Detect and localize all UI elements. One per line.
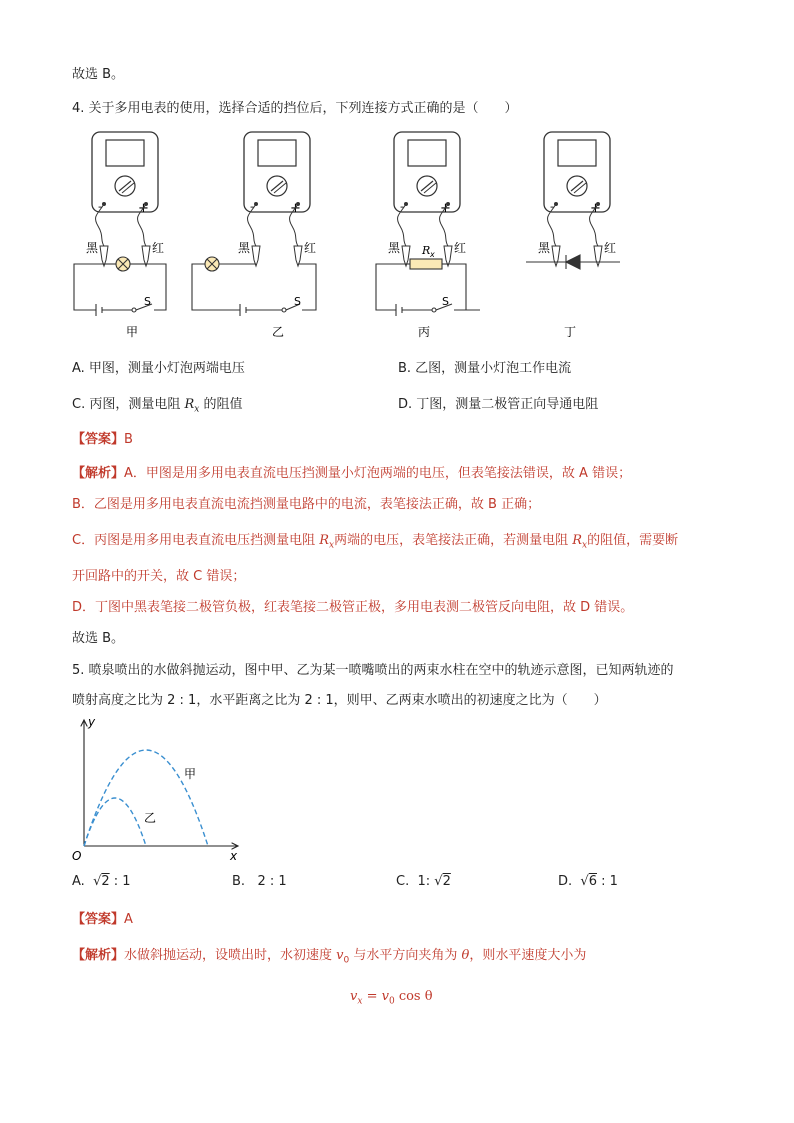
q4-analysis-b: B．乙图是用多用电表直流电流挡测量电路中的电流，表笔接法正确，故 B 正确； (72, 497, 541, 512)
option-b-value: 2 : 1 (257, 874, 287, 889)
radicand: 2 (101, 874, 110, 889)
q4-option-a: A. 甲图，测量小灯泡两端电压 (72, 361, 245, 376)
analysis-label: 【解析】 (72, 466, 125, 481)
q4-option-c (72, 396, 243, 419)
prev-conclusion: 故选 B。 (72, 67, 125, 82)
q4-analysis-a (72, 465, 631, 483)
answer-label: 【答案】 (72, 912, 125, 927)
formula-v0: = v (362, 989, 389, 1004)
q4-circuit-figure (60, 128, 660, 339)
analysis-text-a: 水做斜抛运动，设喷出时，水初速度 (124, 948, 337, 963)
caption-yi: 乙 (272, 325, 285, 339)
y-axis-label: y (88, 715, 96, 729)
q5-formula (350, 988, 433, 1011)
black-label: 黑 (238, 241, 251, 255)
trajectory-jia (84, 750, 208, 846)
q5-answer (72, 911, 133, 929)
answer-value: A (124, 912, 133, 927)
circuit-jia (74, 257, 166, 316)
q4-analysis-c (72, 532, 678, 555)
red-label: 红 (604, 241, 617, 255)
rx-subscript: x (582, 540, 588, 551)
analysis-c-text1: C．丙图是用多用电表直流电压挡测量电阻 (72, 533, 320, 548)
minus-label: - (400, 200, 404, 213)
q5-option-b (232, 873, 287, 891)
rx-subscript: x (329, 540, 335, 551)
plus-label: + (138, 201, 149, 216)
minus-label: - (98, 200, 102, 213)
q5-option-d (558, 873, 618, 891)
analysis-c-text3: 的阻值，需要断 (587, 533, 679, 548)
q4-analysis-d: D．丁图中黑表笔接二极管负极，红表笔接二极管正极，多用电表测二极管反向电阻，故 D 错误。 (72, 600, 634, 615)
q4-option-d: D. 丁图，测量二极管正向导通电阻 (398, 397, 599, 412)
black-label: 黑 (388, 241, 401, 255)
trajectory-yi (84, 798, 146, 846)
option-a-label: A. (72, 874, 85, 889)
q4-conclusion: 故选 B。 (72, 631, 125, 646)
radicand: 6 (588, 874, 597, 889)
q5-option-a (72, 873, 131, 891)
minus-label: - (550, 200, 554, 213)
circuit-ding (526, 255, 620, 269)
q4-option-c-pre: C. 丙图，测量电阻 (72, 397, 185, 412)
red-label: 红 (304, 241, 317, 255)
black-label: 黑 (538, 241, 551, 255)
red-label: 红 (454, 241, 467, 255)
circuit-bing (376, 259, 480, 316)
q4-answer (72, 431, 133, 449)
rx-subscript: x (194, 404, 200, 415)
option-c-pre: 1: √ (417, 874, 443, 889)
switch-label: S (144, 295, 151, 308)
caption-ding: 丁 (564, 325, 577, 339)
q4-option-b: B. 乙图，测量小灯泡工作电流 (398, 361, 572, 376)
q5-analysis (72, 947, 586, 970)
plus-label: + (590, 201, 601, 216)
theta-symbol: θ (461, 948, 470, 963)
option-a-post: : 1 (109, 874, 131, 889)
q5-stem-line1: 5. 喷泉喷出的水做斜抛运动，图中甲、乙为某一喷嘴喷出的两束水柱在空中的轨迹示意图，已知两轨迹的 (72, 663, 674, 678)
switch-label: S (294, 295, 301, 308)
caption-bing: 丙 (418, 325, 431, 339)
rx-sub-label: x (430, 250, 435, 259)
rx-symbol: R (572, 533, 583, 548)
answer-value: B (124, 432, 133, 447)
label-yi: 乙 (144, 811, 157, 825)
switch-label: S (442, 295, 449, 308)
analysis-a-text: A．甲图是用多用电表直流电压挡测量小灯泡两端的电压，但表笔接法错误，故 A 错误； (124, 466, 632, 481)
rx-symbol: R (184, 397, 195, 412)
q4-stem: 4. 关于多用电表的使用，选择合适的挡位后，下列连接方式正确的是（ ） (72, 101, 518, 116)
caption-jia: 甲 (126, 325, 139, 339)
formula-tail: cos θ (394, 989, 433, 1004)
label-jia: 甲 (184, 767, 197, 781)
radicand: 2 (442, 874, 451, 889)
option-c-label: C. (396, 874, 410, 889)
v0-subscript: 0 (343, 955, 350, 966)
analysis-label: 【解析】 (72, 948, 125, 963)
option-b-label: B. (232, 874, 246, 889)
answer-label: 【答案】 (72, 432, 125, 447)
formula-v0-sub: 0 (388, 996, 395, 1007)
sqrt-symbol: √ (580, 874, 589, 889)
analysis-text-b: 与水平方向夹角为 (349, 948, 462, 963)
minus-label: - (250, 200, 254, 213)
analysis-text-c: ，则水平速度大小为 (469, 948, 587, 963)
origin-label: O (72, 849, 82, 863)
black-label: 黑 (86, 241, 99, 255)
formula-vx-sub: x (357, 996, 363, 1007)
formula-vx: v (350, 989, 358, 1004)
rx-label: R (422, 244, 431, 257)
plus-label: + (290, 201, 301, 216)
rx-symbol: R (319, 533, 330, 548)
sqrt-symbol: √ (93, 874, 102, 889)
option-d-label: D. (558, 874, 573, 889)
plus-label: + (440, 201, 451, 216)
q5-stem-line2: 喷射高度之比为 2 : 1，水平距离之比为 2 : 1，则甲、乙两束水喷出的初速度之比为（ ） (72, 693, 607, 708)
q5-option-c (396, 873, 451, 891)
q4-analysis-c2: 开回路中的开关，故 C 错误； (72, 569, 246, 584)
q5-trajectory-figure (66, 712, 256, 864)
q4-option-c-post: 的阻值 (199, 397, 243, 412)
x-axis-label: x (230, 849, 238, 863)
option-d-post: : 1 (597, 874, 618, 889)
analysis-c-text2: 两端的电压，表笔接法正确，若测量电阻 (334, 533, 573, 548)
red-label: 红 (152, 241, 165, 255)
v0-symbol: v (336, 948, 344, 963)
